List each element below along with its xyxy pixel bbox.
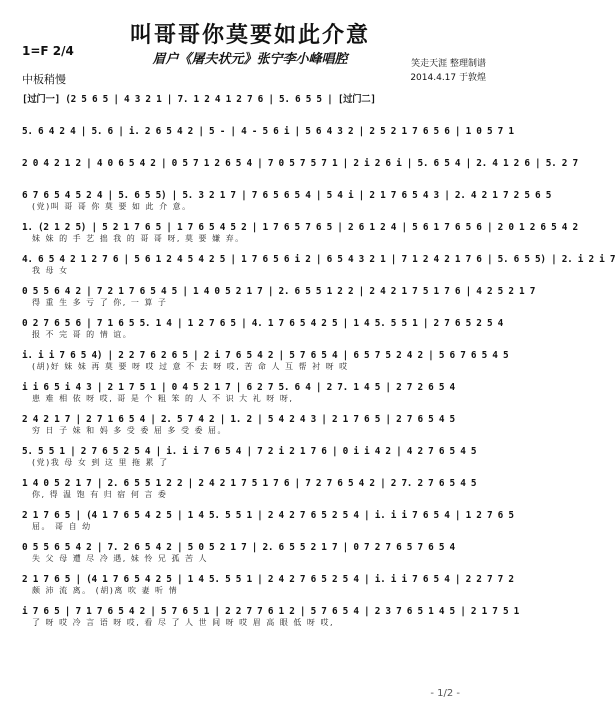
lyric-line	[22, 137, 488, 148]
notation-notes: i i 6 5 i 4 3 | 2 1 7 5 1 | 0 4 5 2 1 7 | 6 2 7 5. 6 4 | 2 7. 1 4 5 | 2 7 2 6 5 4	[22, 382, 455, 393]
notation-line	[22, 600, 520, 617]
key-signature: 1=F 2/4	[22, 44, 74, 58]
song-subtitle: 眉户《屠夫状元》张宁李小峰唱腔	[152, 52, 348, 67]
notation-line	[22, 344, 509, 361]
notation-notes: 2 1 7 6 5 | (4 1 7 6 5 4 2 5 | 1 4 5. 5 5 1 | 2 4 2 7 6 5 2 5 4 | i. i i 7 6 5 4 | 1 2 7 6 5	[22, 510, 514, 521]
lyric-line: 我 母 女	[32, 266, 69, 275]
lyric-line: 了 呀 哎 冷 言 语 呀 哎, 看 尽 了 人 世 间 呀 哎 眉 高 眼 低 呀 哎,	[32, 618, 334, 627]
notation-notes: 2 1 7 6 5 | (4 1 7 6 5 4 2 5 | 1 4 5. 5 5 1 | 2 4 2 7 6 5 2 5 4 | i. i i 7 6 5 4 | 2 2 7 7 2	[22, 574, 514, 585]
lyric-line: 穷 日 子 妹 和 妈 多 受 委 屈 多 受 委 屈。	[32, 426, 228, 435]
notation-notes: 0 2 7 6 5 6 | 7 1 6 5 5. 1 4 | 1 2 7 6 5 | 4. 1 7 6 5 4 2 5 | 1 4 5. 5 5 1 | 2 7 6 5 2 5 4	[22, 318, 503, 329]
notation-notes: 5. 5 5 1 | 2 7 6 5 2 5 4 | i. i i 7 6 5 4 | 7 2 i 2 1 7 6 | 0 i i 4 2 | 4 2 7 6 5 4 5	[22, 446, 477, 457]
lyric-line: 失 父 母 遭 尽 冷 遇, 妹 怜 兄 孤 苦 人	[32, 554, 209, 563]
notation-line	[22, 216, 578, 233]
lyric-line: 患 难 相 依 呀 哎, 哥 是 个 粗 笨 的 人 不 识 大 礼 呀 呀,	[32, 394, 294, 403]
song-title: 叫哥哥你莫要如此介意	[129, 22, 370, 48]
lyric-line: 屈。 哥 自 幼	[32, 522, 92, 531]
notation-line	[22, 568, 514, 585]
notation-line	[22, 120, 514, 137]
notation-line	[22, 312, 503, 329]
notation-line	[22, 536, 488, 553]
notation-score	[22, 88, 615, 632]
notation-line	[22, 472, 488, 489]
lyric-line: 妹 妹 的 手 艺 拙 我 的 哥 哥 呀, 莫 要 嫌 弃。	[32, 234, 245, 243]
notation-notes: 1 4 0 5 2 1 7 | 2. 6 5 5 1 2 2 | 2 4 2 1 7 5 1 7 6 | 7 2 7 6 5 4 2 | 2 7. 2 7 6 5 4 5	[22, 478, 477, 489]
lyric-line: (党)我 母 女 到 这 里 拖 累 了	[32, 458, 169, 467]
lyric-line: 报 不 完 哥 的 情 谊。	[32, 330, 133, 339]
lyric-line: (胡)好 妹 妹 再 莫 要 呀 哎 过 意 不 去 呀 哎, 苦 命 人 互 帮 衬 呀 哎	[32, 362, 349, 371]
notation-line	[22, 408, 488, 425]
lyric-line: 颇 沛 流 离。 (胡)离 吹 妻 听 情	[32, 586, 179, 595]
credit-arranger: 笑走天涯 整理制谱	[411, 59, 486, 69]
notation-notes: 5. 6 4 2 4 | 5. 6 | i. 2 6 5 4 2 | 5 - | 4 - 5 6 i | 5 6 4 3 2 | 2 5 2 1 7 6 5 6 | 1 0 5 7 1	[22, 126, 514, 137]
lyric-line: 得 重 生 多 亏 了 你, 一 算 子	[32, 298, 168, 307]
lyric-line	[22, 105, 488, 116]
credit-date: 2014.4.17 于敦煌	[410, 73, 486, 83]
notation-line	[22, 248, 615, 265]
page-number: - 1/2 -	[430, 688, 460, 699]
notation-notes: 6 7 6 5 4 5 2 4 | 5. 6 5 5) | 5. 3 2 1 7 | 7 6 5 6 5 4 | 5 4 i | 2 1 7 6 5 4 3 | 2. 4 2 1 7 2 5 6 5	[22, 190, 552, 201]
tempo-marking: 中板稍慢	[22, 73, 66, 86]
notation-line	[22, 184, 552, 201]
notation-notes: [过门一] (2 5 6 5 | 4 3 2 1 | 7. 1 2 4 1 2 7 6 | 5. 6 5 5 | [过门二]	[22, 94, 376, 105]
lyric-line: (党)叫 哥 哥 你 莫 要 如 此 介 意。	[32, 202, 192, 211]
notation-line	[22, 504, 514, 521]
notation-notes: i 7 6 5 | 7 1 7 6 5 4 2 | 5 7 6 5 1 | 2 2 7 7 6 1 2 | 5 7 6 5 4 | 2 3 7 6 5 1 4 5 | 2 1 7 5 1	[22, 606, 520, 617]
notation-notes: 2 0 4 2 1 2 | 4 0 6 5 4 2 | 0 5 7 1 2 6 5 4 | 7 0 5 7 5 7 1 | 2 i 2 6 i | 5. 6 5 4 | 2. 4 1 2 6 | 5. 2 7	[22, 158, 578, 169]
notation-line	[22, 280, 536, 297]
notation-line	[22, 88, 488, 105]
lyric-line	[22, 169, 488, 180]
notation-line	[22, 152, 578, 169]
notation-notes: 4. 6 5 4 2 1 2 7 6 | 5 6 1 2 4 5 4 2 5 | 1 7 6 5 6 i 2 | 6 5 4 3 2 1 | 7 1 2 4 2 1 7 6 | 5. 6 5 5) | 2. i 2 i 7	[22, 254, 615, 265]
notation-notes: 0 5 5 6 4 2 | 7 2 1 7 6 5 4 5 | 1 4 0 5 2 1 7 | 2. 6 5 5 1 2 2 | 2 4 2 1 7 5 1 7 6 | 4 2 5 2 1 7	[22, 286, 536, 297]
notation-line	[22, 440, 488, 457]
lyric-line: 你, 得 温 饱 有 归 宿 何 言 委	[32, 490, 168, 499]
notation-notes: i. i i 7 6 5 4) | 2 2 7 6 2 6 5 | 2 i 7 6 5 4 2 | 5 7 6 5 4 | 6 5 7 5 2 4 2 | 5 6 7 6 5 4 5	[22, 350, 509, 361]
notation-notes: 0 5 5 6 5 4 2 | 7. 2 6 5 4 2 | 5 0 5 2 1 7 | 2. 6 5 5 2 1 7 | 0 7 2 7 6 5 7 6 5 4	[22, 542, 455, 553]
notation-notes: 2 4 2 1 7 | 2 7 1 6 5 4 | 2. 5 7 4 2 | 1. 2 | 5 4 2 4 3 | 2 1 7 6 5 | 2 7 6 5 4 5	[22, 414, 455, 425]
notation-line	[22, 376, 488, 393]
notation-notes: 1. (2 1 2 5) | 5 2 1 7 6 5 | 1 7 6 5 4 5 2 | 1 7 6 5 7 6 5 | 2 6 1 2 4 | 5 6 1 7 6 5 6 | 2 0 1 2 6 5 4 2	[22, 222, 578, 233]
